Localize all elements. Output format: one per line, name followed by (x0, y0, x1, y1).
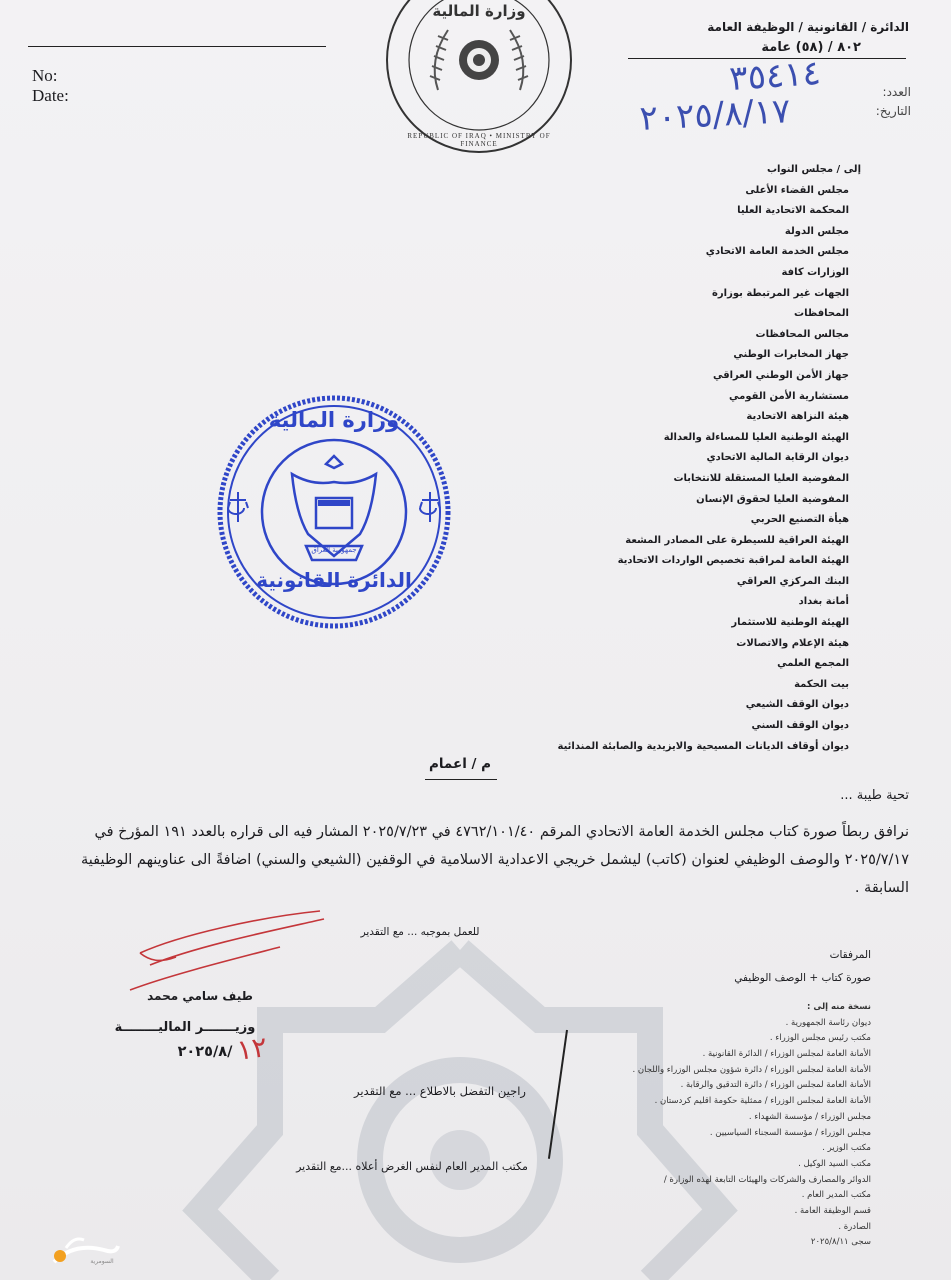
corner-logo (44, 1222, 124, 1272)
recipient-item: هيأة التصنيع الحربي (750, 514, 849, 526)
request-note: راجين التفضل بالاطلاع ... مع التقدير (354, 1084, 526, 1098)
recipient-item: المفوضية العليا لحقوق الإنسان (696, 493, 849, 505)
signer-title: وزيـــــــر الماليــــــــة (114, 1020, 256, 1035)
header-rule-left (28, 46, 326, 47)
copies-item: مكتب رئيس مجلس الوزراء . (769, 1033, 871, 1044)
recipient-item: الهيئة الوطنية للاستثمار (731, 617, 849, 629)
date-label-en: Date: (32, 86, 69, 105)
copies-item: مجلس الوزراء / مؤسسة السجناء السياسيين . (709, 1127, 871, 1138)
corner-logo-text: السومرية (90, 1258, 114, 1265)
recipient-item: جهاز المخابرات الوطني (733, 349, 849, 361)
recipient-item: بيت الحكمة (794, 678, 849, 690)
copies-footer: سجى ٢٠٢٥/٨/١١ (810, 1237, 871, 1248)
attachments-item: صورة كتاب + الوصف الوظيفي (734, 972, 871, 984)
copies-heading: نسخة منه إلى : (807, 1002, 871, 1012)
recipient-item: هيئة الإعلام والاتصالات (736, 637, 849, 649)
copies-list (511, 1000, 871, 1251)
recipient-item: مجلس الدولة (784, 225, 849, 237)
recipient-item: مستشارية الأمن القومي (729, 390, 849, 402)
signature-date: ٢٠٢٥/٨/ (177, 1044, 233, 1060)
stamp-caption: جمهورية العراق (311, 546, 357, 554)
copies-item: مكتب الوزير . (822, 1143, 871, 1154)
copies-item: الأمانة العامة لمجلس الوزراء / ممثلية حكومة اقليم كردستان . (654, 1096, 871, 1107)
copies-item: الأمانة العامة لمجلس الوزراء / الدائرة القانونية . (702, 1049, 871, 1060)
number-label-ar: العدد: (882, 85, 911, 99)
attachments-heading: المرفقات (829, 949, 871, 961)
copies-item: مكتب السيد الوكيل . (798, 1158, 871, 1169)
copies-item: الصادرة . (838, 1221, 871, 1232)
subject-line: م / اعمام (428, 756, 492, 772)
handwritten-number: ٣٥٤١٤ (728, 52, 822, 100)
logo-ring-text: REPUBLIC OF IRAQ • MINISTRY OF FINANCE (407, 132, 551, 148)
ministry-logo (378, 0, 580, 156)
recipient-item: الوزارات كافة (781, 266, 849, 278)
office-note: مكتب المدير العام لنفس الغرض أعلاه ...مع التقدير (296, 1160, 528, 1173)
legal-department-stamp (216, 394, 452, 630)
recipient-item: جهاز الأمن الوطني العراقي (712, 369, 849, 381)
recipient-item: الهيئة العراقية للسيطرة على المصادر المشعة (625, 534, 849, 546)
copies-item: مجلس الوزراء / مؤسسة الشهداء . (748, 1111, 871, 1122)
handwritten-day: ١٢ (234, 1030, 270, 1067)
recipient-item: البنك المركزي العراقي (736, 575, 849, 587)
recipient-item: ديوان الوقف الشيعي (745, 699, 849, 711)
copies-item: مكتب المدير العام . (801, 1190, 871, 1201)
recipient-item: مجالس المحافظات (755, 328, 849, 340)
recipient-item: المحكمة الاتحادية العليا (737, 205, 849, 217)
copies-item: الدوائر والمصارف والشركات والهيئات التابعة لهذه الوزارة / (663, 1174, 871, 1185)
signer-name: طيف سامي محمد (147, 989, 253, 1003)
stamp-bottom-text: الدائرة القانونية (256, 568, 412, 592)
recipient-item: أمانة بغداد (798, 596, 849, 608)
recipient-item: المحافظات (794, 308, 849, 320)
reference-line: ٨٠٢ / (٥٨) عامة (761, 40, 861, 55)
copies-item: الأمانة العامة لمجلس الوزراء / دائرة شؤون مجلس الوزراء واللجان . (632, 1064, 871, 1075)
date-label-ar: التاريخ: (875, 104, 911, 118)
subject-underline (425, 779, 497, 780)
recipient-item: الهيئة العامة لمراقبة تخصيص الواردات الاتحادية (617, 555, 849, 567)
copies-item: ديوان رئاسة الجمهورية . (785, 1017, 871, 1028)
recipient-item: ديوان أوقاف الديانات المسيحية والايزيدية والصابئة المندائية (557, 740, 849, 752)
number-label-en: No: (32, 66, 58, 85)
stamp-top-text: وزارة المالية (268, 408, 400, 432)
recipient-item: هيئة النزاهة الاتحادية (746, 411, 849, 423)
minister-signature (110, 905, 340, 1000)
recipient-item: الجهات غير المرتبطة بوزارة (712, 287, 849, 299)
body-paragraph: نرافق ربطاً صورة كتاب مجلس الخدمة العامة الاتحادي المرقم ٤٧٦٢/١٠١/٤٠ في ٢٠٢٥/٧/٢٣ المشار فيه الى قراره بالعدد ١٩١ المؤرخ في ٢٠٢٥/٧/١٧ والوصف الوظيفي لعنوان (كاتب) ليشمل خريجي الاعدادية الاسلامية في الوقفين (الشيعي والسني) اضافةً الى عناوينهم الوظيفية السابقة . (80, 824, 909, 896)
recipient-item: الهيئة الوطنية العليا للمساءلة والعدالة (663, 431, 849, 443)
handwritten-date: ٢٠٢٥/٨/١٧ (638, 91, 792, 139)
greeting: تحية طيبة ... (840, 788, 909, 803)
recipient-item: ديوان الوقف السني (751, 720, 849, 732)
recipient-item: المجمع العلمي (777, 658, 849, 670)
copies-item: الأمانة العامة لمجلس الوزراء / دائرة التدقيق والرقابة . (680, 1080, 871, 1091)
recipient-item: ديوان الرقابة المالية الاتحادي (706, 452, 849, 464)
recipient-item: المفوضية العليا المستقلة للانتخابات (673, 472, 849, 484)
department-line: الدائرة / القانونية / الوظيفة العامة (707, 20, 909, 34)
closing-line: للعمل بموجبه ... مع التقدير (360, 926, 480, 938)
recipient-item: مجلس الخدمة العامة الاتحادي (705, 246, 849, 258)
recipient-item: مجلس القضاء الأعلى (745, 184, 849, 196)
logo-title: وزارة المالية (432, 2, 526, 20)
recipients-heading: إلى / مجلس النواب (766, 164, 861, 175)
copies-item: قسم الوظيفة العامة . (794, 1205, 871, 1216)
